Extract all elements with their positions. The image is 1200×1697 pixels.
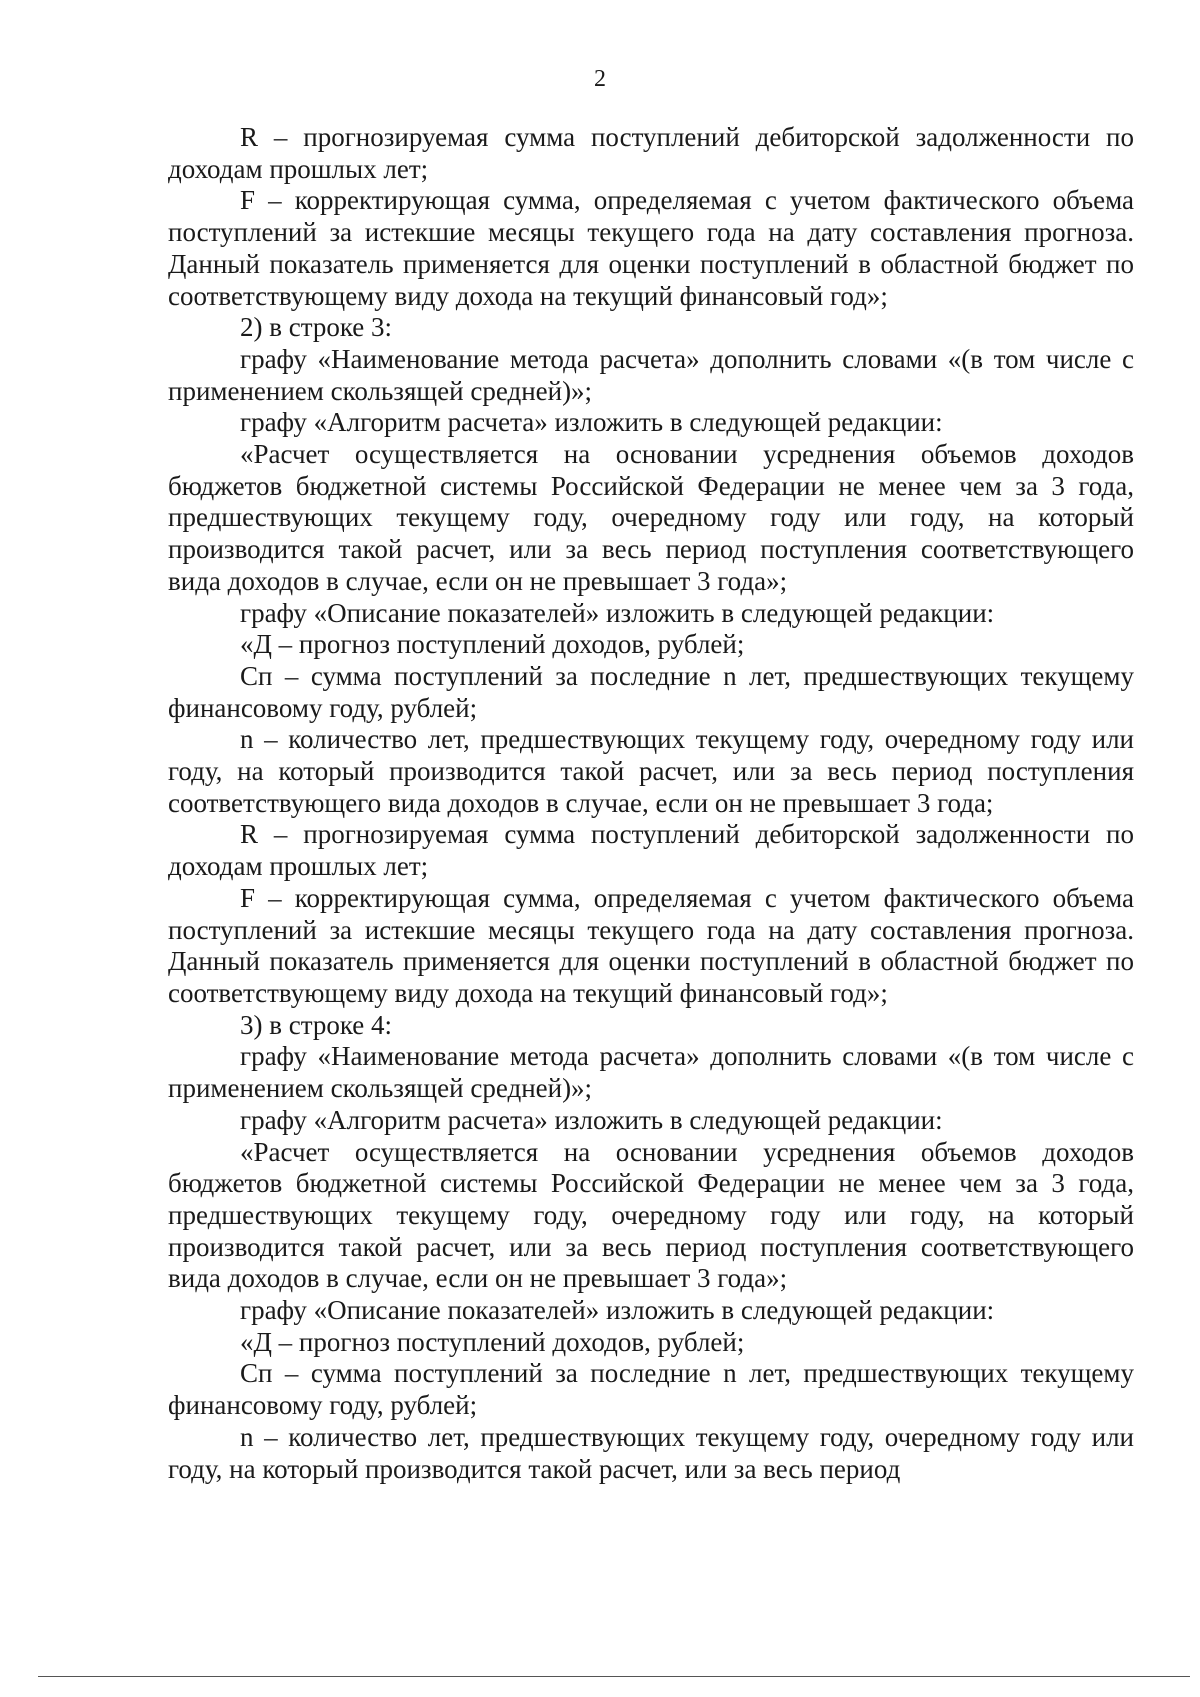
- paragraph: R – прогнозируемая сумма поступлений дебиторской задолженности по доходам прошлых лет;: [168, 122, 1134, 184]
- paragraph: 2) в строке 3:: [240, 312, 393, 343]
- footer-divider: [38, 1676, 1190, 1677]
- paragraph: графу «Описание показателей» изложить в следующей редакции:: [240, 597, 995, 628]
- page-number: 2: [594, 66, 606, 92]
- paragraph: графу «Наименование метода расчета» дополнить словами «(в том числе с применением скользящей средней)»;: [168, 343, 1134, 406]
- paragraph: Сп – сумма поступлений за последние n лет, предшествующих текущему финансовому году, рублей;: [168, 660, 1134, 723]
- paragraph: «Расчет осуществляется на основании усреднения объемов доходов бюджетов бюджетной системы Российской Федерации не менее чем за 3 года, предшествующих текущему году, очередному году или году, на который производится такой расчет, или за весь период поступления соответствующего вида доходов в случае, если он не превышает 3 года»;: [168, 439, 1134, 596]
- paragraph: «Расчет осуществляется на основании усреднения объемов доходов бюджетов бюджетной системы Российской Федерации не менее чем за 3 года, предшествующих текущему году, очередному году или году, на который производится такой расчет, или за весь период поступления соответствующего вида доходов в случае, если он не превышает 3 года»;: [168, 1136, 1134, 1294]
- paragraph: F – корректирующая сумма, определяемая с учетом фактического объема поступлений за истекшие месяцы текущего года на дату составления прогноза. Данный показатель применяется для оценки поступлений в областной бюджет по соответствующему виду дохода на текущий финансовый год»;: [168, 882, 1134, 1008]
- document-body: [168, 122, 1134, 1485]
- paragraph: n – количество лет, предшествующих текущему году, очередному году или году, на который производится такой расчет, или за весь период поступления соответствующего вида доходов в случае, если он не превышает 3 года;: [168, 724, 1134, 818]
- paragraph: графу «Алгоритм расчета» изложить в следующей редакции:: [240, 407, 943, 438]
- paragraph: F – корректирующая сумма, определяемая с учетом фактического объема поступлений за истекшие месяцы текущего года на дату составления прогноза. Данный показатель применяется для оценки поступлений в областной бюджет по соответствующему виду дохода на текущий финансовый год»;: [168, 185, 1134, 311]
- paragraph: Сп – сумма поступлений за последние n лет, предшествующих текущему финансовому году, рублей;: [168, 1358, 1134, 1421]
- paragraph: «Д – прогноз поступлений доходов, рублей;: [240, 629, 745, 660]
- paragraph: R – прогнозируемая сумма поступлений дебиторской задолженности по доходам прошлых лет;: [168, 819, 1134, 882]
- paragraph: n – количество лет, предшествующих текущему году, очередному году или году, на который производится такой расчет, или за весь период: [168, 1421, 1134, 1484]
- paragraph: «Д – прогноз поступлений доходов, рублей;: [240, 1326, 745, 1357]
- paragraph: 3) в строке 4:: [240, 1009, 393, 1040]
- paragraph: графу «Описание показателей» изложить в следующей редакции:: [240, 1295, 995, 1326]
- paragraph: графу «Наименование метода расчета» дополнить словами «(в том числе с применением скользящей средней)»;: [168, 1041, 1134, 1104]
- paragraph: графу «Алгоритм расчета» изложить в следующей редакции:: [240, 1104, 943, 1135]
